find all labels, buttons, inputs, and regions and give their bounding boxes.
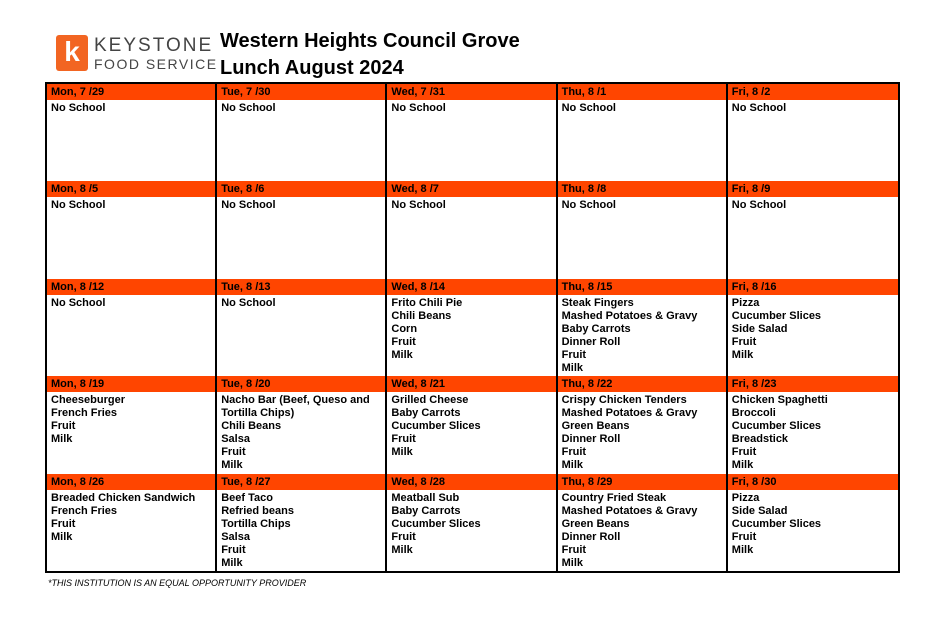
menu-calendar: [45, 82, 900, 573]
title-line-1: Western Heights Council Grove: [220, 30, 520, 52]
menu-item-list: [47, 490, 215, 544]
menu-item: Fruit: [731, 446, 757, 459]
menu-item: No School: [51, 199, 106, 212]
menu-item-list: [217, 197, 385, 212]
menu-item: Green Beans: [561, 420, 630, 433]
day-date-header: Tue, 8 /6: [217, 181, 385, 197]
day-cell: [47, 474, 217, 571]
day-date-header: Tue, 8 /13: [217, 279, 385, 295]
menu-item: Breadstick: [731, 433, 789, 446]
day-cell: [558, 376, 728, 473]
logo-text-food-service: FOOD SERVICE: [94, 56, 218, 72]
menu-item: Fruit: [561, 446, 587, 459]
menu-item-list: [217, 295, 385, 310]
menu-item: Broccoli: [731, 407, 776, 420]
day-date-header: Thu, 8 /15: [558, 279, 726, 295]
keystone-k-icon: [56, 35, 88, 71]
day-cell: [47, 84, 217, 181]
day-cell: [728, 181, 898, 278]
day-cell: [728, 279, 898, 376]
day-date-header: Tue, 7 /30: [217, 84, 385, 100]
menu-item-list: [728, 490, 898, 557]
menu-item-list: [728, 295, 898, 362]
day-date-header: Wed, 8 /14: [387, 279, 555, 295]
menu-item: Salsa: [221, 530, 250, 543]
menu-item: Mashed Potatoes & Gravy: [561, 309, 698, 322]
menu-item: Salsa: [221, 433, 250, 446]
day-cell: [558, 84, 728, 181]
day-date-header: Wed, 8 /21: [387, 376, 555, 392]
menu-item-list: [558, 490, 726, 570]
day-date-header: Fri, 8 /23: [728, 376, 898, 392]
menu-item: No School: [221, 102, 276, 114]
menu-item: Cucumber Slices: [391, 420, 481, 433]
menu-item: Fruit: [221, 543, 246, 556]
menu-item: Fruit: [391, 530, 416, 543]
menu-item: Baby Carrots: [561, 322, 631, 335]
day-cell: [728, 376, 898, 473]
menu-item: Country Fried Steak: [561, 491, 667, 504]
menu-item: Fruit: [391, 433, 416, 446]
menu-item: French Fries: [51, 407, 118, 420]
day-cell: [217, 279, 387, 376]
day-cell: [387, 474, 557, 571]
day-cell: [558, 181, 728, 278]
menu-item: Grilled Cheese: [391, 394, 469, 407]
menu-item: No School: [221, 296, 276, 309]
menu-item: Milk: [391, 543, 413, 556]
menu-item: Fruit: [561, 543, 587, 556]
menu-item: Tortilla Chips: [221, 517, 291, 530]
day-date-header: Thu, 8 /8: [558, 181, 726, 197]
menu-item: Milk: [391, 348, 413, 361]
menu-item: No School: [561, 102, 616, 114]
title-line-2: Lunch August 2024: [220, 57, 404, 79]
menu-item: Milk: [51, 433, 73, 446]
menu-item: Milk: [731, 543, 754, 556]
menu-item: No School: [731, 199, 787, 212]
menu-item-list: [217, 100, 385, 115]
menu-item: Milk: [731, 459, 754, 472]
menu-item: Side Salad: [731, 504, 788, 517]
menu-item: Milk: [221, 459, 243, 472]
day-date-header: Fri, 8 /30: [728, 474, 898, 490]
day-cell: [217, 376, 387, 473]
day-date-header: Mon, 8 /12: [47, 279, 215, 295]
menu-item: Dinner Roll: [561, 335, 621, 348]
menu-item: Refried beans: [221, 504, 294, 517]
day-date-header: Wed, 8 /28: [387, 474, 555, 490]
day-cell: [217, 181, 387, 278]
menu-item: Side Salad: [731, 322, 788, 335]
day-date-header: Thu, 8 /1: [558, 84, 726, 100]
day-date-header: Fri, 8 /9: [728, 181, 898, 197]
day-date-header: Thu, 8 /22: [558, 376, 726, 392]
day-cell: [387, 84, 557, 181]
menu-item: Milk: [731, 348, 754, 361]
day-date-header: Wed, 7 /31: [387, 84, 555, 100]
menu-item-list: [558, 100, 726, 115]
menu-item: Nacho Bar (Beef, Queso and Tortilla Chips): [221, 394, 370, 420]
day-cell: [47, 279, 217, 376]
day-cell: [217, 84, 387, 181]
day-cell: [558, 474, 728, 571]
day-date-header: Fri, 8 /16: [728, 279, 898, 295]
menu-item: Green Beans: [561, 517, 630, 530]
menu-item: Fruit: [561, 348, 587, 361]
day-cell: [728, 474, 898, 571]
menu-item: Cucumber Slices: [391, 517, 481, 530]
menu-item: No School: [391, 102, 446, 114]
day-date-header: Thu, 8 /29: [558, 474, 726, 490]
menu-item: Corn: [391, 322, 418, 335]
day-cell: [558, 279, 728, 376]
menu-item: Dinner Roll: [561, 530, 621, 543]
keystone-logo: [56, 35, 216, 73]
menu-item-list: [47, 100, 215, 115]
day-cell: [47, 181, 217, 278]
menu-item: Milk: [221, 556, 243, 569]
menu-item-list: [387, 197, 555, 212]
menu-item: French Fries: [51, 504, 118, 517]
menu-item-list: [728, 100, 898, 115]
menu-item: Fruit: [731, 335, 757, 348]
menu-item: Milk: [561, 459, 583, 472]
day-date-header: Tue, 8 /20: [217, 376, 385, 392]
menu-item-list: [387, 100, 555, 115]
menu-item: Mashed Potatoes & Gravy: [561, 407, 698, 420]
menu-item-list: [217, 490, 385, 570]
menu-item: No School: [221, 199, 276, 212]
menu-item-list: [387, 392, 555, 459]
menu-item: Baby Carrots: [391, 407, 461, 420]
day-date-header: Mon, 8 /5: [47, 181, 215, 197]
menu-item: Fruit: [51, 420, 76, 433]
menu-item: Chicken Spaghetti: [731, 394, 828, 407]
menu-item: Baby Carrots: [391, 504, 461, 517]
menu-item: Milk: [391, 446, 413, 459]
menu-item: Frito Chili Pie: [391, 296, 463, 309]
day-cell: [728, 84, 898, 181]
menu-item: Breaded Chicken Sandwich: [51, 491, 196, 504]
menu-item: Milk: [51, 530, 73, 543]
menu-item: Fruit: [221, 446, 246, 459]
menu-item: Fruit: [51, 517, 76, 530]
menu-item: Cheeseburger: [51, 394, 125, 407]
menu-item: Crispy Chicken Tenders: [561, 394, 687, 407]
menu-item: Cucumber Slices: [731, 517, 822, 530]
day-date-header: Mon, 8 /26: [47, 474, 215, 490]
footer-note: *THIS INSTITUTION IS AN EQUAL OPPORTUNITY PROVIDER: [48, 578, 307, 588]
menu-item-list: [387, 295, 555, 362]
day-date-header: Fri, 8 /2: [728, 84, 898, 100]
menu-item: No School: [51, 296, 106, 309]
day-cell: [217, 474, 387, 571]
menu-item-list: [558, 392, 726, 472]
menu-item: Steak Fingers: [561, 296, 634, 309]
menu-item: Cucumber Slices: [731, 420, 822, 433]
menu-item-list: [387, 490, 555, 557]
menu-item: Milk: [561, 361, 583, 374]
menu-item: Pizza: [731, 491, 760, 504]
menu-item-list: [47, 295, 215, 310]
menu-item-list: [728, 197, 898, 212]
menu-item-list: [728, 392, 898, 472]
menu-item: No School: [731, 102, 787, 114]
logo-text-keystone: KEYSTONE: [94, 35, 214, 56]
menu-item-list: [217, 392, 385, 472]
menu-item: No School: [391, 199, 446, 212]
menu-item: Meatball Sub: [391, 491, 460, 504]
day-cell: [47, 376, 217, 473]
menu-item-list: [558, 197, 726, 212]
menu-item-list: [558, 295, 726, 375]
menu-item-list: [47, 392, 215, 446]
menu-item: Fruit: [731, 530, 757, 543]
menu-item: Mashed Potatoes & Gravy: [561, 504, 698, 517]
logo-letter: k: [64, 36, 80, 67]
day-date-header: Mon, 7 /29: [47, 84, 215, 100]
menu-item: Cucumber Slices: [731, 309, 822, 322]
menu-item: Dinner Roll: [561, 433, 621, 446]
day-cell: [387, 181, 557, 278]
menu-item: Beef Taco: [221, 491, 273, 504]
menu-item: Chili Beans: [221, 420, 282, 433]
day-cell: [387, 279, 557, 376]
menu-item-list: [47, 197, 215, 212]
page-title: [220, 28, 520, 82]
menu-item: No School: [51, 102, 106, 114]
menu-item: No School: [561, 199, 616, 212]
menu-item: Milk: [561, 556, 583, 569]
day-date-header: Wed, 8 /7: [387, 181, 555, 197]
day-date-header: Mon, 8 /19: [47, 376, 215, 392]
menu-item: Fruit: [391, 335, 416, 348]
day-date-header: Tue, 8 /27: [217, 474, 385, 490]
menu-item: Chili Beans: [391, 309, 452, 322]
menu-item: Pizza: [731, 296, 760, 309]
day-cell: [387, 376, 557, 473]
